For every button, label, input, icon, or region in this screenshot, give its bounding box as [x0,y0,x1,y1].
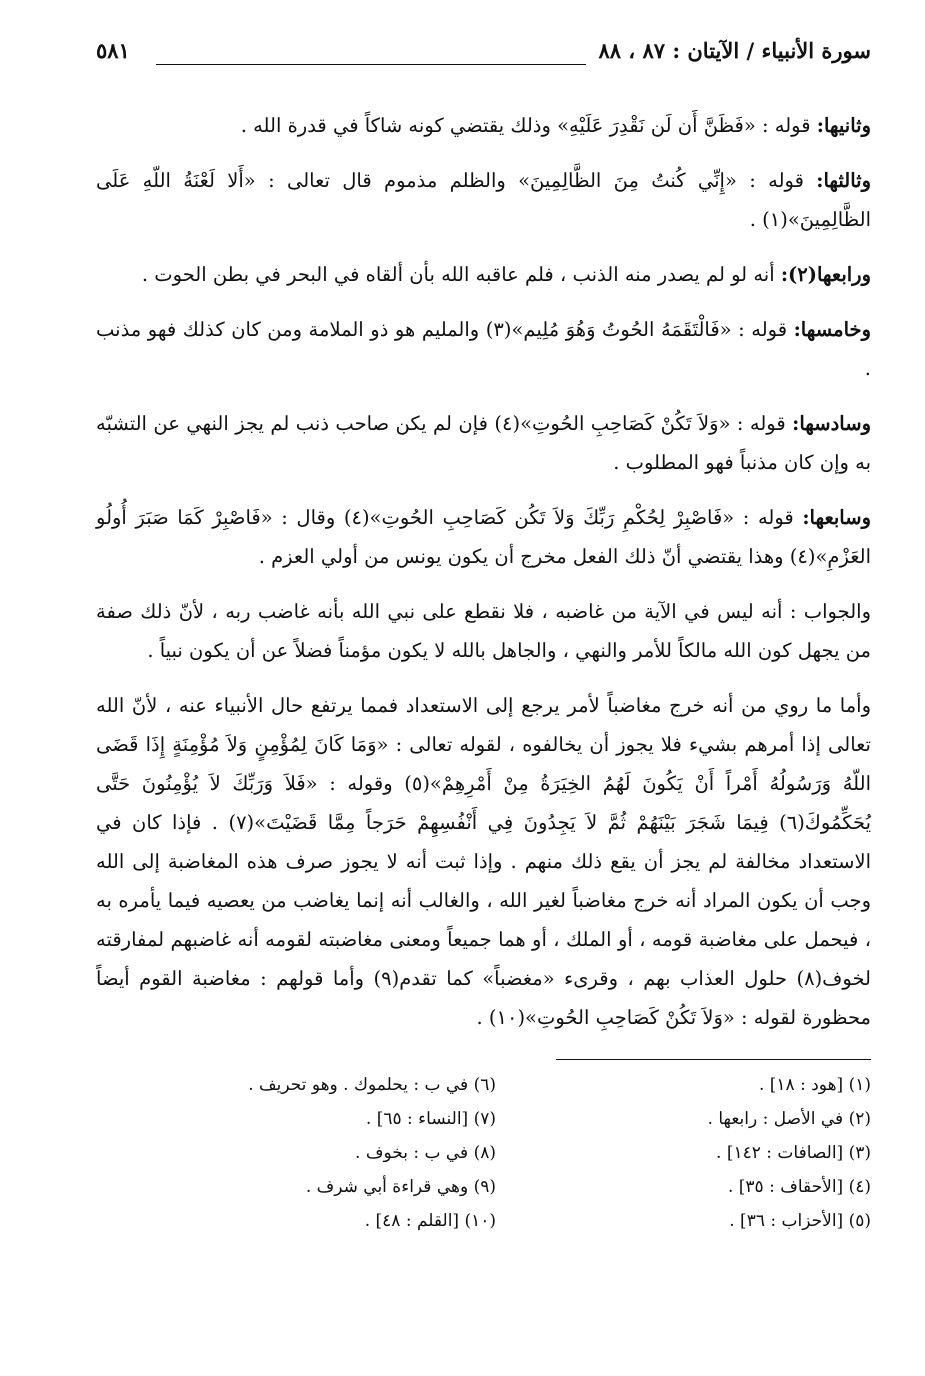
paragraph-text: قوله : «فَظَنَّ أَن لَن نَقْدِرَ عَلَيْهِ» وذلك يقتضي كونه شاكاً في قدرة الله . [240,114,817,137]
footnote: (١) [هود : ١٨] . [758,1075,871,1095]
paragraph [96,106,871,145]
paragraph [96,310,871,388]
paragraph-text: أنه لو لم يصدر منه الذنب ، فلم عاقبه الله بأن ألقاه في البحر في بطن الحوت . [141,263,781,286]
paragraph-text: قوله : «وَلاَ تَكُنْ كَصَاحِبِ الحُوتِ»(٤) فإن لم يكن صاحب ذنب لم يجز النهي عن التشبّه به وإن كان مذنباً فهو المطلوب . [96,412,871,474]
footnote-separator [556,1059,871,1060]
paragraph-lead: وثالثها: [816,169,871,192]
page-header [96,36,871,76]
paragraph [96,255,871,294]
footnote: (٢) في الأصل : رابعها . [707,1109,871,1129]
footnote: (٥) [الأحزاب : ٣٦] . [729,1211,871,1231]
paragraph [96,686,871,1037]
footnote: (٤) [الأحقاف : ٣٥] . [727,1177,871,1197]
footnotes-column-left [121,1068,496,1238]
paragraph-lead: ورابعها(٢): [780,263,871,286]
paragraph-lead: وخامسها: [793,318,871,341]
running-title: سورة الأنبياء / الآيتان : ٨٧ ، ٨٨ [598,38,871,63]
paragraph-lead: وثانيها: [816,114,871,137]
paragraph [96,592,871,670]
paragraph-lead: وسادسها: [792,412,871,435]
paragraph-text: قوله : «فَاصْبِرْ لِحُكْمِ رَبِّكَ وَلاَ تَكُن كَصَاحِبِ الحُوتِ»(٤) وقال : «فَاصْبِرْ كَمَا صَبَرَ أُولُو العَزْمِ»(٤) وهذا يقتضي أنّ ذلك الفعل مخرج أن يكون يونس من أولي العزم . [96,506,871,568]
paragraph-text: قوله : «فَالْتَقَمَهُ الحُوتُ وَهُوَ مُلِيم»(٣) والمليم هو ذو الملامة ومن كان كذلك فهو مذنب . [96,318,871,380]
header-rule [156,64,586,65]
footnote: (٧) [النساء : ٦٥] . [365,1109,496,1129]
footnotes-column-right [496,1068,871,1238]
page-number: ٥٨١ [96,38,130,63]
paragraph-text: وأما ما روي من أنه خرج مغاضباً لأمر يرجع إلى الاستعداد فمما يرتفع حال الأنبياء عنه ، لأنّ الله تعالى إذا أمرهم بشيء فلا يجوز أن يخالفوه ، لقوله تعالى : «وَمَا كَانَ لِمُؤْمِنٍ وَلاَ مُؤْمِنَةٍ إِذَا قَضَى اللّهُ وَرَسُولُهُ أَمْراً أَنْ يَكُونَ لَهُمُ الخِيَرَةُ مِنْ أَمْرِهِمْ»(٥) وقوله : «فَلاَ وَرَبِّكَ لاَ يُؤْمِنُونَ حَتَّى يُحَكِّمُوكَ(٦) فِيمَا شَجَرَ بَيْنَهُمْ ثُمَّ لاَ يَجِدُونَ فِي أَنْفُسِهِمْ حَرَجاً مِمَّا قَضَيْتَ»(٧) . فإذا كان في الاستعداد مخالفة لم يجز أن يقع ذلك منهم . وإذا ثبت أنه لا يجوز صرف هذه المغاضبة إلى الله وجب أن يكون المراد أنه خرج مغاضباً لغير الله ، والغالب أنه إنما يغاضب من يعصيه فيما يأمره به ، فيحمل على مغاضبة قومه ، أو الملك ، أو هما جميعاً ومعنى مغاضبته لقومه أنه غاضبهم لمفارقته لخوف(٨) حلول العذاب بهم ، وقرىء «مغضباً» كما تقدم(٩) وأما قولهم : مغاضبة القوم أيضاً محظورة لقوله : «وَلاَ تَكُنْ كَصَاحِبِ الحُوتِ»(١٠) . [96,694,871,1029]
book-page [96,36,871,1238]
paragraph-lead: وسابعها: [802,506,871,529]
paragraph-text: والجواب : أنه ليس في الآية من غاضبه ، فلا نقطع على نبي الله بأنه غاضب ربه ، لأنّ ذلك صفة من يجهل كون الله مالكاً للأمر والنهي ، والجاهل بالله لا يكون مؤمناً فضلاً عن أن يكون نبياً . [96,600,871,662]
footnotes [96,1068,871,1238]
paragraph [96,498,871,576]
paragraph [96,161,871,239]
footnote: (٦) في ب : يحلموك . وهو تحريف . [248,1075,496,1095]
footnote: (٨) في ب : بخوف . [355,1143,496,1163]
main-text [96,106,871,1037]
footnote: (٩) وهي قراءة أبي شرف . [305,1177,496,1197]
paragraph [96,404,871,482]
footnote: (١٠) [القلم : ٤٨] . [364,1211,496,1231]
footnote: (٣) [الصافات : ١٤٢] . [716,1143,871,1163]
paragraph-text: قوله : «إِنِّي كُنتُ مِنَ الظَّالِمِينَ» والظلم مذموم قال تعالى : «أَلا لَعْنَةُ اللّهِ عَلَى الظَّالِمِينَ»(١) . [96,169,871,231]
